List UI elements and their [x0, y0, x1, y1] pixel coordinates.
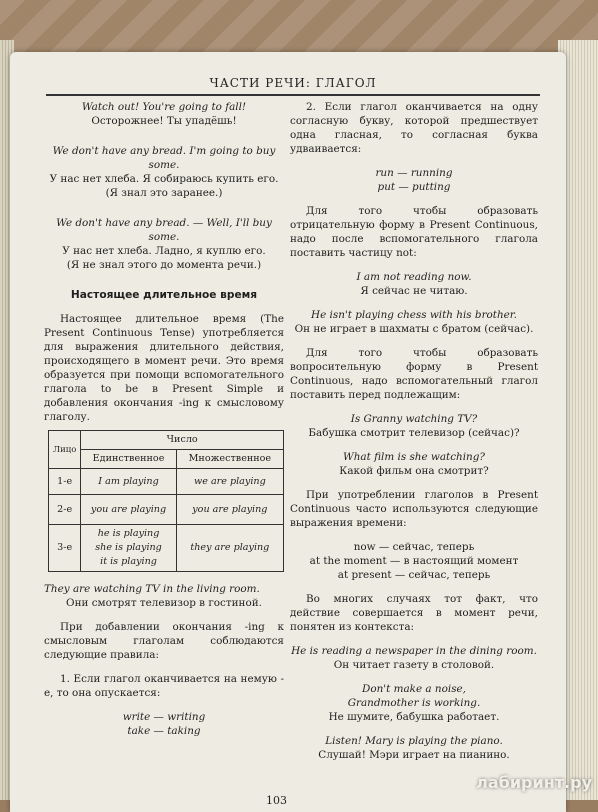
example-ru: (Я не знал этого до момента речи.) — [66, 259, 262, 271]
example-en: We don't have any bread. — Well, I'll buy — [56, 217, 272, 229]
example-ru: Не шумите, бабушка работает. — [328, 711, 500, 723]
paragraph: Настоящее длительное время (The Present Continuous Tense) употребляется для выражения длительного действия, происходящего в момент речи. Это время образуется при помощи вспомогательного глагола to be в Present Simple и добавления окончания -ing к смысловому глаголу. — [44, 313, 284, 423]
time-expression: at the moment — в настоящий момент — [309, 555, 519, 567]
example-ru: Я сейчас не читаю. — [360, 285, 468, 297]
paragraph: 1. Если глагол оканчивается на немую -e, то она опускается: — [44, 673, 284, 699]
table-cell: 3-е — [49, 525, 81, 572]
example-en: Listen! Mary is playing the piano. — [325, 735, 503, 747]
time-expression: at present — сейчас, теперь — [337, 569, 491, 581]
example-ru: Слушай! Мэри играет на пианино. — [318, 749, 510, 761]
example-ru: Осторожнее! Ты упадёшь! — [91, 115, 237, 127]
table-cell — [81, 525, 176, 572]
header-rule — [46, 94, 540, 96]
table-header: Единственное — [81, 450, 176, 469]
example-ru: У нас нет хлеба. Я собираюсь купить его. — [49, 173, 279, 185]
example-ru: Бабушка смотрит телевизор (сейчас)? — [308, 427, 520, 439]
example-en: He is reading a newspaper in the dining room. — [291, 645, 537, 657]
table-header: Лицо — [49, 431, 81, 469]
example-ru: Он не играет в шахматы с братом (сейчас). — [294, 323, 534, 335]
example-ru: У нас нет хлеба. Ладно, я куплю его. — [62, 245, 266, 257]
example-en: He isn't playing chess with his brother. — [311, 309, 517, 321]
table-cell: they are playing — [176, 525, 283, 572]
right-column — [290, 100, 538, 762]
left-column — [44, 100, 284, 738]
table-cell: I am playing — [81, 469, 176, 495]
page-number: 103 — [266, 794, 287, 807]
example-en: Watch out! You're going to fall! — [81, 101, 247, 113]
example-en: some. — [148, 231, 180, 243]
watermark-logo: лабиринт.ру — [476, 773, 592, 792]
paragraph: 2. Если глагол оканчивается на одну согласную букву, которой предшествует одна гласная, то согласная буква удваивается: — [290, 101, 538, 155]
paragraph: Во многих случаях тот факт, что действие совершается в момент речи, понятен из контекста: — [290, 593, 538, 633]
paragraph: Для того чтобы образовать вопросительную форму в Present Continuous, надо вспомогательный глагол поставить перед подлежащим: — [290, 347, 538, 401]
example-en: They are watching TV in the living room. — [44, 583, 260, 595]
example-en: Grandmother is working. — [347, 697, 481, 709]
example-en: We don't have any bread. I'm going to buy — [52, 145, 276, 157]
section-heading: Настоящее длительное время — [70, 289, 258, 301]
example-ru: Он читает газету в столовой. — [333, 659, 495, 671]
example-en: I am not reading now. — [356, 271, 472, 283]
word-example: run — running — [375, 167, 453, 179]
tablecloth-background — [0, 0, 598, 60]
table-cell: 2-е — [49, 495, 81, 525]
word-example: write — writing — [122, 711, 206, 723]
paragraph: При добавлении окончания -ing к смысловым глаголам соблюдаются следующие правила: — [44, 621, 284, 661]
table-cell: you are playing — [81, 495, 176, 525]
word-example: take — taking — [127, 725, 201, 737]
example-ru: Они смотрят телевизор в гостиной. — [66, 597, 262, 609]
time-expression: now — сейчас, теперь — [353, 541, 475, 553]
table-cell: you are playing — [176, 495, 283, 525]
running-head: ЧАСТИ РЕЧИ: ГЛАГОЛ — [209, 76, 377, 90]
example-ru: (Я знал это заранее.) — [105, 187, 223, 199]
paragraph: Для того чтобы образовать отрицательную форму в Present Continuous, надо после вспомогательного глагола поставить частицу not: — [290, 205, 538, 259]
table-cell: we are playing — [176, 469, 283, 495]
example-ru: Какой фильм она смотрит? — [339, 465, 489, 477]
table-cell-line: he is playing — [97, 528, 160, 539]
table-header: Число — [81, 431, 284, 450]
table-cell-line: she is playing — [95, 542, 162, 553]
example-en: Don't make a noise, — [362, 683, 466, 695]
example-en: What film is she watching? — [343, 451, 485, 463]
table-cell: 1-е — [49, 469, 81, 495]
example-en: some. — [148, 159, 180, 171]
book-page — [10, 52, 566, 812]
table-cell-line: it is playing — [100, 556, 157, 567]
word-example: put — putting — [377, 181, 451, 193]
example-en: Is Granny watching TV? — [350, 413, 478, 425]
table-header: Множественное — [176, 450, 283, 469]
paragraph: При употреблении глаголов в Present Continuous часто используются следующие выражения времени: — [290, 489, 538, 529]
conjugation-table — [48, 430, 284, 572]
